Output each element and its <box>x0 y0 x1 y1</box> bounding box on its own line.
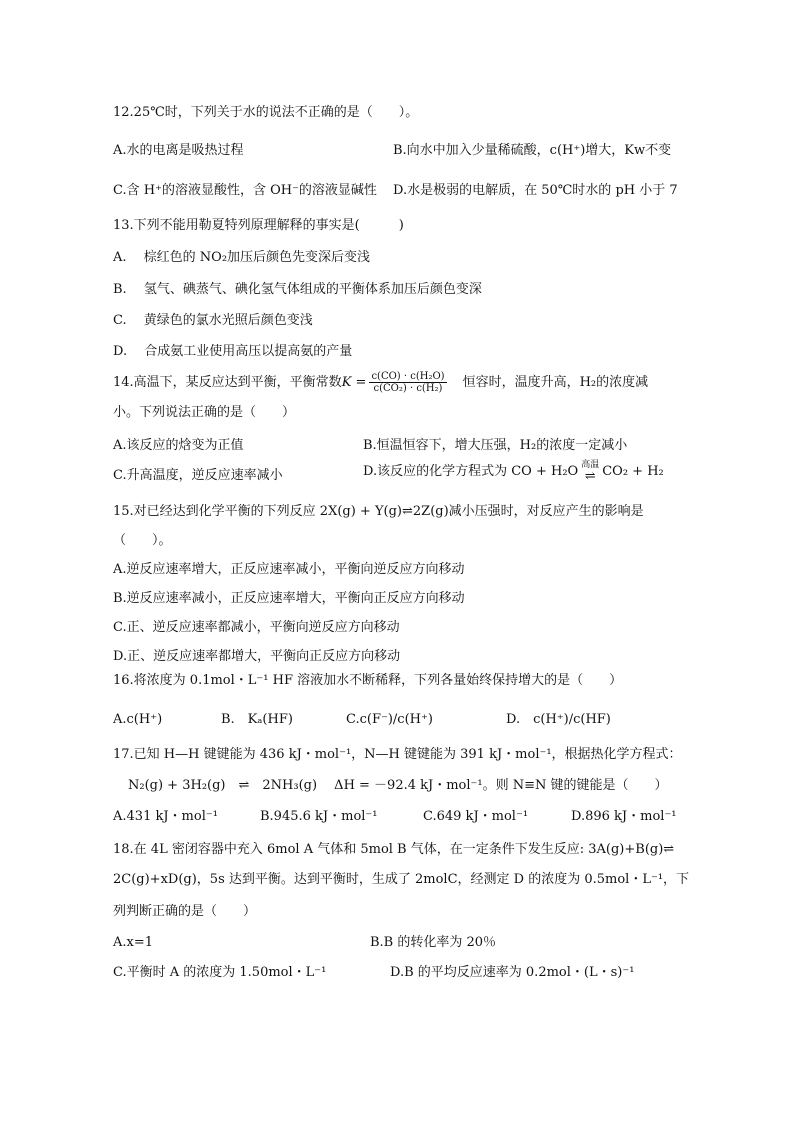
q18-option-d: D.B 的平均反应速率为 0.2mol・(L・s)⁻¹ <box>390 965 635 980</box>
q15-option-d: D.正、逆反应速率都增大，平衡向正反应方向移动 <box>113 649 401 664</box>
q16-option-b: B. Kₐ(HF) <box>221 712 293 727</box>
q14-option-b: B.恒温恒容下，增大压强，H₂的浓度一定减小 <box>363 438 628 453</box>
q14-option-c: C.升高温度，逆反应速率减小 <box>113 468 283 483</box>
q14-stem-post: 恒容时，温度升高，H₂的浓度减 <box>449 375 649 390</box>
q18-option-c: C.平衡时 A 的浓度为 1.50mol・L⁻¹ <box>113 965 327 980</box>
q15-stem: 15.对已经达到化学平衡的下列反应 2X(g) + Y(g)⇌2Z(g)减小压强时，对反应产生的影响是 <box>113 504 644 519</box>
q16-option-a: A.c(H⁺) <box>113 712 163 727</box>
q12-option-b: B.向水中加入少量稀硫酸，c(H⁺)增大，Kw不变 <box>393 143 672 158</box>
q12-option-a: A.水的电离是吸热过程 <box>113 143 244 158</box>
q15-option-c: C.正、逆反应速率都减小，平衡向逆反应方向移动 <box>113 620 400 635</box>
q17-option-b: B.945.6 kJ・mol⁻¹ <box>260 809 378 824</box>
q16-stem: 16.将浓度为 0.1mol・L⁻¹ HF 溶液加水不断稀释，下列各量始终保持增大的是（ ） <box>113 673 623 688</box>
q17-stem: 17.已知 H—H 键键能为 436 kJ・mol⁻¹，N—H 键键能为 391 kJ・mol⁻¹，根据热化学方程式： <box>113 747 682 762</box>
q18-stem: 18.在 4L 密闭容器中充入 6mol A 气体和 5mol B 气体，在一定条件下发生反应: 3A(g)+B(g)⇌ <box>113 842 675 857</box>
q14-option-d <box>363 459 664 485</box>
q18-stem-line2: 2C(g)+xD(g)，5s 达到平衡。达到平衡时，生成了 2molC，经测定 D 的浓度为 0.5mol・L⁻¹，下 <box>113 872 690 887</box>
q15-option-a: A.逆反应速率增大，正反应速率减小，平衡向逆反应方向移动 <box>113 562 465 577</box>
q16-option-d: D. c(H⁺)/c(HF) <box>506 712 611 727</box>
q14-option-d-post: CO₂ + H₂ <box>602 464 664 479</box>
q13-stem: 13.下列不能用勒夏特列原理解释的事实是( ) <box>113 218 404 233</box>
q14-option-a: A.该反应的焓变为正值 <box>113 438 244 453</box>
q14-k-fraction <box>369 371 446 394</box>
q15-option-b: B.逆反应速率减小，正反应速率增大，平衡向正反应方向移动 <box>113 591 465 606</box>
q18-option-a: A.x=1 <box>113 935 154 950</box>
q14-k-numerator: c(CO) · c(H₂O) <box>371 371 445 382</box>
q17-option-d: D.896 kJ・mol⁻¹ <box>571 809 677 824</box>
q14-condition-arrow <box>581 461 599 483</box>
q18-stem-line3: 列判断正确的是（ ） <box>113 904 257 919</box>
q13-option-a: A. 棕红色的 NO₂加压后颜色先变深后变浅 <box>113 250 371 265</box>
q14-condition-label: 高温 <box>581 459 600 470</box>
q14-option-d-pre: D.该反应的化学方程式为 CO + H₂O <box>363 464 579 479</box>
q12-stem: 12.25℃时，下列关于水的说法不正确的是（ ）。 <box>113 105 419 120</box>
q13-option-c: C. 黄绿色的氯水光照后颜色变浅 <box>113 313 313 328</box>
q13-option-d: D. 合成氨工业使用高压以提高氨的产量 <box>113 344 353 359</box>
q17-stem-line2: N₂(g) + 3H₂(g) ⇌ 2NH₃(g) ΔH = －92.4 kJ・mol⁻¹。则 N≡N 键的键能是（ ） <box>128 778 668 793</box>
q14-stem-line2: 小。下列说法正确的是（ ） <box>113 405 296 420</box>
q14-k-label: K = <box>341 375 367 390</box>
q15-stem-line2: （ ）。 <box>113 533 172 548</box>
q12-option-d: D.水是极弱的电解质，在 50℃时水的 pH 小于 7 <box>393 183 678 198</box>
q16-option-c: C.c(F⁻)/c(H⁺) <box>346 712 433 727</box>
q14-stem <box>113 370 648 396</box>
q14-equilibrium-arrow: ⇌ <box>584 468 596 484</box>
q14-stem-pre: 14.高温下，某反应达到平衡，平衡常数 <box>113 375 342 390</box>
q18-option-b: B.B 的转化率为 20％ <box>370 935 497 950</box>
q12-option-c: C.含 H⁺的溶液显酸性，含 OH⁻的溶液显碱性 <box>113 183 377 198</box>
q14-k-denominator: c(CO₂) · c(H₂) <box>373 383 443 394</box>
q13-option-b: B. 氢气、碘蒸气、碘化氢气体组成的平衡体系加压后颜色变深 <box>113 282 482 297</box>
q17-option-c: C.649 kJ・mol⁻¹ <box>423 809 529 824</box>
q17-option-a: A.431 kJ・mol⁻¹ <box>113 809 218 824</box>
